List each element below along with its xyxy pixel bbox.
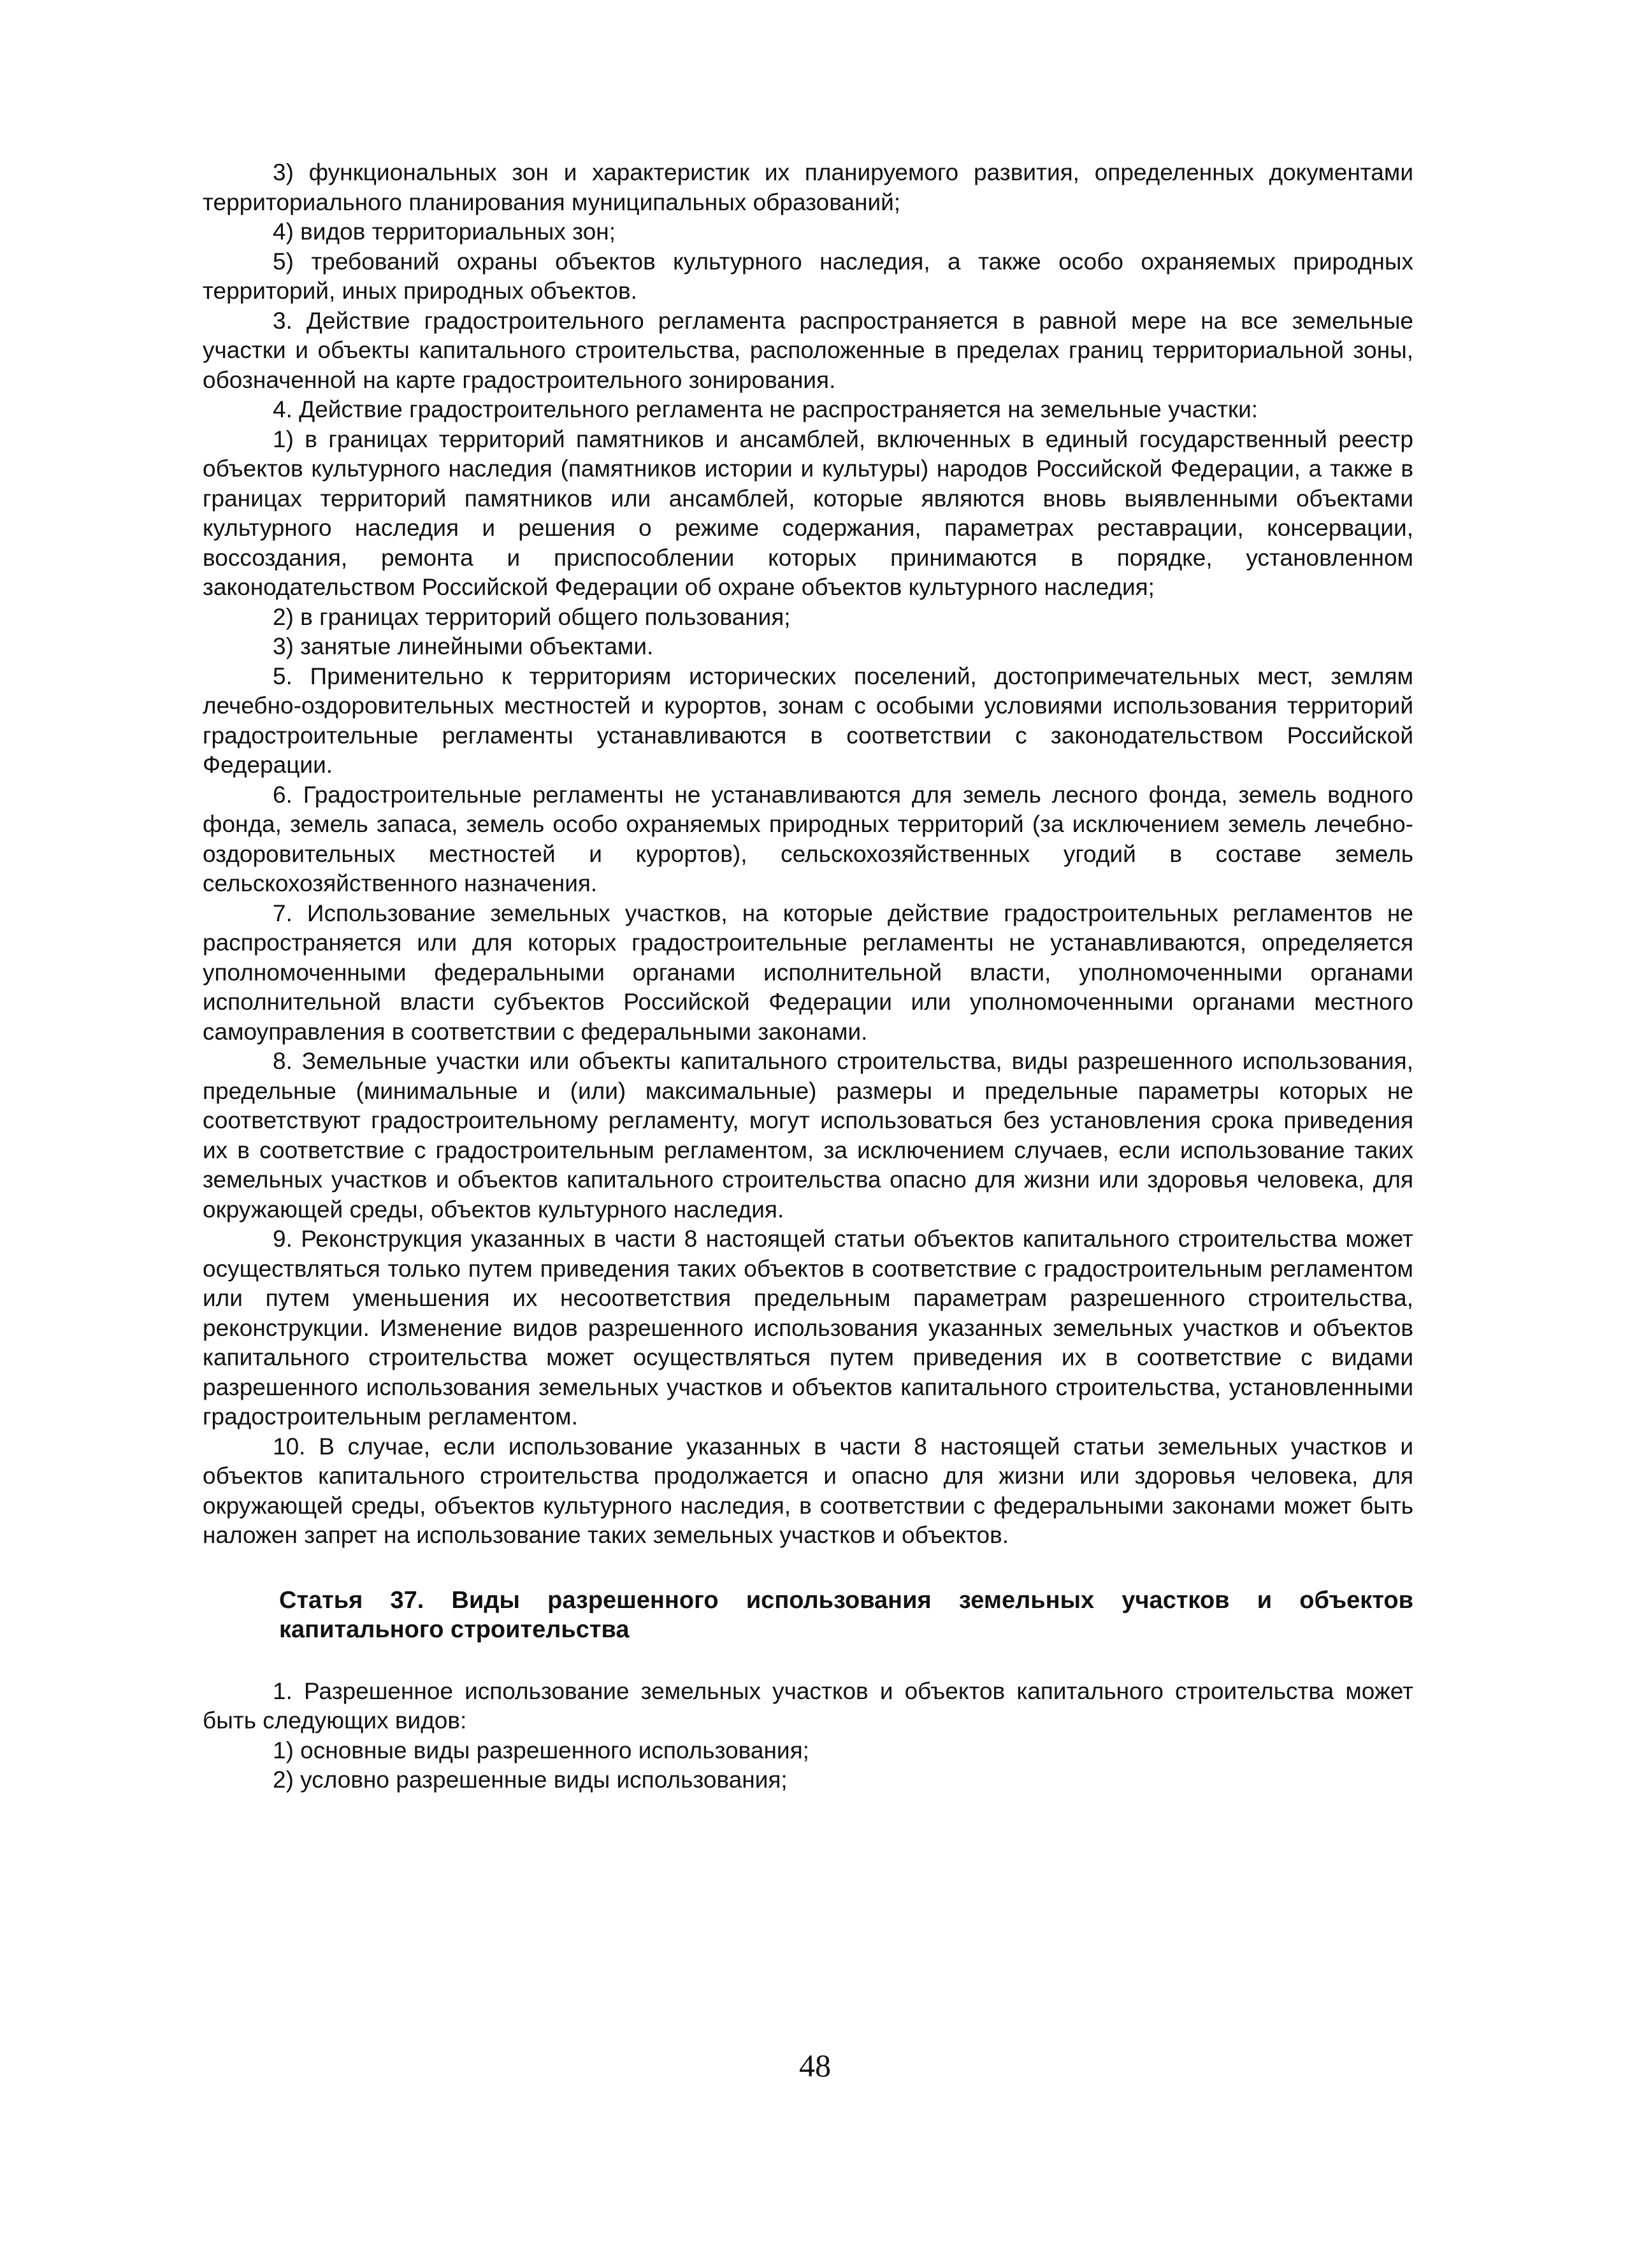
paragraph-item-5-heritage-protection: 5) требований охраны объектов культурного наследия, а также особо охраняемых природных территорий, иных природных объектов.	[203, 248, 1413, 304]
paragraph-clause-5: 5. Применительно к территориям исторических поселений, достопримечательных мест, землям лечебно-оздоровительных местностей и курортов, зонам с особыми условиями использования территорий градостроительные регламенты устанавливаются в соответствии с законодательством Российской Федерации.	[203, 663, 1413, 778]
paragraph-article-37-item-1: 1) основные виды разрешенного использования;	[273, 1737, 809, 1763]
paragraph-clause-3: 3. Действие градостроительного регламента распространяется в равной мере на все земельные участки и объекты капитального строительства, расположенные в пределах границ территориальной зоны, обозначенной на карте градостроительного зонирования.	[203, 307, 1413, 393]
page-number: 48	[799, 2048, 831, 2083]
paragraph-item-3-functional-zones: 3) функциональных зон и характеристик их планируемого развития, определенных документами территориального планирования муниципальных образований;	[203, 159, 1413, 215]
paragraph-clause-6: 6. Градостроительные регламенты не устанавливаются для земель лесного фонда, земель водного фонда, земель запаса, земель особо охраняемых природных территорий (за исключением земель лечебно-оздоровительных местностей и курортов), сельскохозяйственных угодий в составе земель сельскохозяйственного назначения.	[203, 781, 1413, 896]
paragraph-clause-7: 7. Использование земельных участков, на которые действие градостроительных регламентов не распространяется или для которых градостроительные регламенты не устанавливаются, определяется уполномоченными федеральными органами исполнительной власти, уполномоченными органами исполнительной власти субъектов Российской Федерации или уполномоченными органами местного самоуправления в соответствии с федеральными законами.	[203, 900, 1413, 1045]
paragraph-item-4-territorial-zones: 4) видов территориальных зон;	[273, 219, 616, 245]
paragraph-clause-9: 9. Реконструкция указанных в части 8 настоящей статьи объектов капитального строительства может осуществляться только путем приведения таких объектов в соответствие с градостроительным регламентом или путем уменьшения их несоответствия предельным параметрам разрешенного строительства, реконструкции. Изменение видов разрешенного использования указанных земельных участков и объектов капитального строительства может осуществляться путем приведения их в соответствие с видами разрешенного использования земельных участков и объектов капитального строительства, установленными градостроительным регламентом.	[203, 1226, 1413, 1430]
paragraph-clause-4-item-1: 1) в границах территорий памятников и ансамблей, включенных в единый государственный реестр объектов культурного наследия (памятников истории и культуры) народов Российской Федерации, а также в границах территорий памятников или ансамблей, которые являются вновь выявленными объектами культурного наследия и решения о режиме содержания, параметрах реставрации, консервации, воссоздания, ремонта и приспособлении которых принимаются в порядке, установленном законодательством Российской Федерации об охране объектов культурного наследия;	[203, 426, 1413, 600]
page-body	[203, 158, 1413, 1795]
article-heading: Статья 37. Виды разрешенного использования земельных участков и объектов капитального строительства	[279, 1586, 1413, 1643]
paragraph-article-37-clause-1: 1. Разрешенное использование земельных участков и объектов капитального строительства может быть следующих видов:	[203, 1677, 1413, 1733]
paragraph-clause-4-item-3: 3) занятые линейными объектами.	[273, 633, 654, 659]
paragraph-clause-8: 8. Земельные участки или объекты капитального строительства, виды разрешенного использования, предельные (минимальные и (или) максимальные) размеры и предельные параметры которых не соответствуют градостроительному регламенту, могут использоваться без установления срока приведения их в соответствие с градостроительным регламентом, за исключением случаев, если использование таких земельных участков и объектов капитального строительства опасно для жизни или здоровья человека, для окружающей среды, объектов культурного наследия.	[203, 1048, 1413, 1223]
paragraph-article-37-item-2: 2) условно разрешенные виды использования;	[273, 1767, 788, 1793]
paragraph-clause-10: 10. В случае, если использование указанных в части 8 настоящей статьи земельных участков и объектов капитального строительства продолжается и опасно для жизни или здоровья человека, для окружающей среды, объектов культурного наследия, в соответствии с федеральными законами может быть наложен запрет на использование таких земельных участков и объектов.	[203, 1433, 1413, 1548]
paragraph-clause-4: 4. Действие градостроительного регламента не распространяется на земельные участки:	[273, 396, 1259, 422]
paragraph-clause-4-item-2: 2) в границах территорий общего пользования;	[273, 603, 791, 630]
